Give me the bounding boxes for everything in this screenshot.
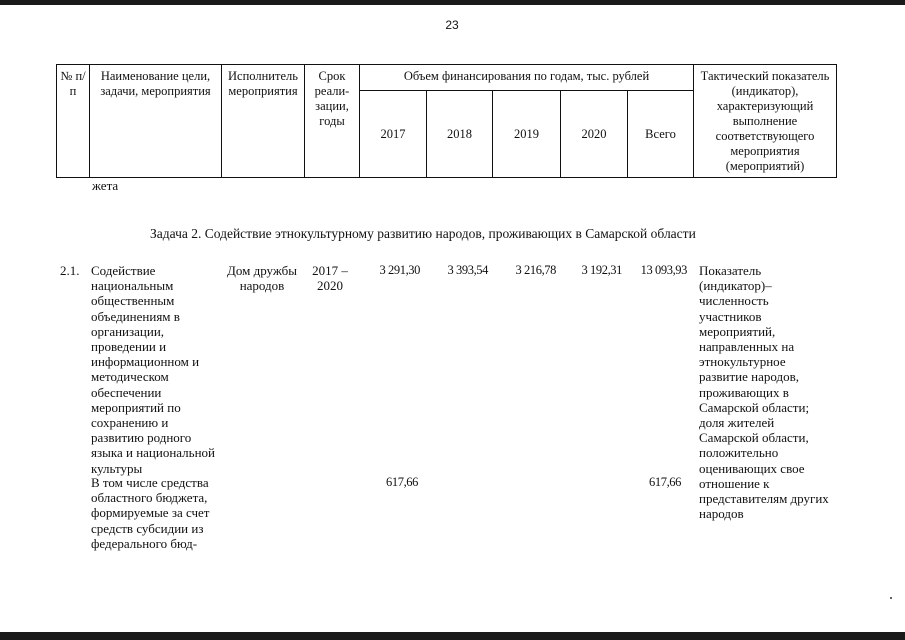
row-value-2020: 3 192,31 bbox=[581, 263, 622, 277]
row-executor: Дом дружбы народов bbox=[226, 263, 298, 294]
carry-over-text: жета bbox=[92, 178, 119, 193]
sub-row-name: В том числе средства областного бюджета, формируемые за счет средств субсидии из федерального бюд- bbox=[91, 475, 210, 551]
header-year-2017: 2017 bbox=[360, 91, 427, 178]
row-indicator: Показатель (индикатор)– численность участников мероприятий, направленных на этнокультурное развитие народов, проживающих в Самарской области; доля жителей Самарской области, положительно оценивающих свое отношение к представителям других народов bbox=[699, 263, 829, 522]
header-executor: Исполнитель мероприятия bbox=[222, 65, 305, 178]
header-num: № п/п bbox=[57, 65, 90, 178]
page-number: 23 bbox=[445, 18, 459, 32]
header-name: Наименование цели, задачи, мероприятия bbox=[90, 65, 222, 178]
header-year-2019: 2019 bbox=[493, 91, 561, 178]
header-financing: Объем финансирования по годам, тыс. рублей bbox=[360, 65, 694, 91]
bottom-border bbox=[0, 632, 905, 640]
sub-row-value-total: 617,66 bbox=[649, 475, 681, 489]
header-year-total: Всего bbox=[628, 91, 694, 178]
header-year-2020: 2020 bbox=[561, 91, 628, 178]
table-header bbox=[56, 64, 837, 178]
header-term: Срок реали-зации, годы bbox=[305, 65, 360, 178]
sub-row-value-2017: 617,66 bbox=[386, 475, 418, 489]
scan-speck bbox=[890, 597, 892, 599]
row-name: Содействие национальным общественным объединениям в организации, проведении и информационном и методическом обеспечении мероприятий по сохранению и развитию родного языка и национальной культуры bbox=[91, 263, 216, 476]
row-value-2018: 3 393,54 bbox=[447, 263, 488, 277]
header-indicator: Тактический показатель (индикатор), характеризующий выполнение соответствующего мероприятия (мероприятий) bbox=[694, 65, 837, 178]
row-value-2019: 3 216,78 bbox=[515, 263, 556, 277]
row-term: 2017 – 2020 bbox=[312, 263, 348, 294]
task-title: Задача 2. Содействие этнокультурному развитию народов, проживающих в Самарской области bbox=[150, 226, 696, 241]
header-year-2018: 2018 bbox=[427, 91, 493, 178]
row-value-total: 13 093,93 bbox=[640, 263, 687, 277]
top-border bbox=[0, 0, 905, 5]
row-value-2017: 3 291,30 bbox=[379, 263, 420, 277]
row-number: 2.1. bbox=[60, 263, 80, 278]
